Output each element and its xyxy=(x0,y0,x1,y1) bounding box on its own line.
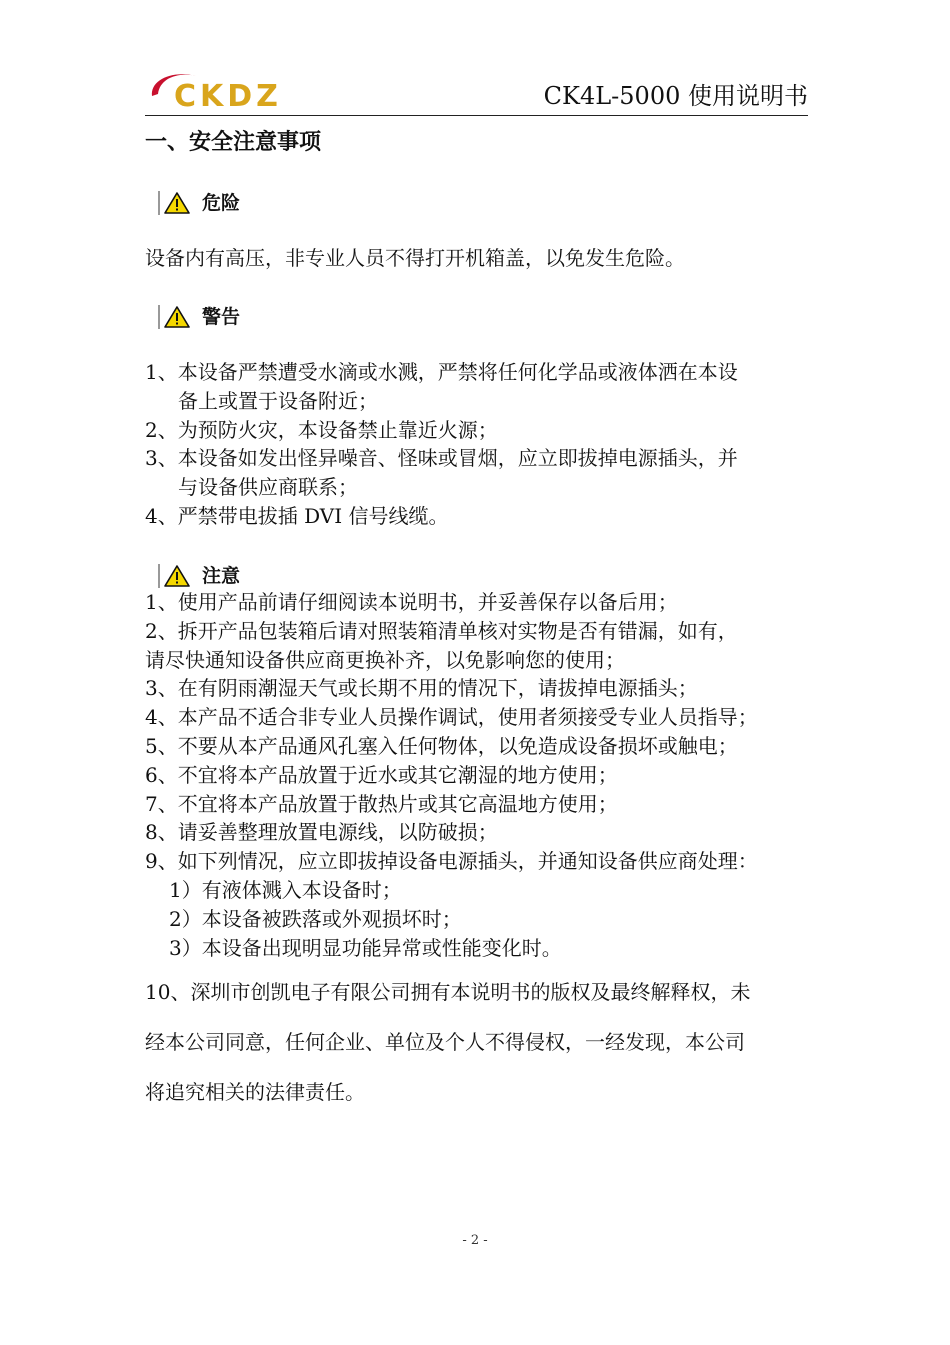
copyright-notice xyxy=(145,967,808,1117)
caution-label: 注意 xyxy=(202,565,241,587)
logo-text: CKDZ xyxy=(174,79,282,110)
list-item: 8、请妥善整理放置电源线，以防破损； xyxy=(145,820,498,845)
list-item: 1、本设备严禁遭受水滴或水溅，严禁将任何化学品或液体洒在本设 xyxy=(145,360,738,384)
section-title: 一、安全注意事项 xyxy=(145,130,322,155)
warning-triangle-icon xyxy=(164,565,190,587)
heading-bar xyxy=(158,305,160,329)
caution-list xyxy=(145,588,808,962)
list-item: 9、如下列情况，应立即拔掉设备电源插头，并通知设备供应商处理： xyxy=(145,849,758,874)
list-item: 2、拆开产品包装箱后请对照装箱清单核对实物是否有错漏，如有， xyxy=(145,618,738,643)
warning-triangle-icon xyxy=(164,192,190,214)
page-number: - 2 - xyxy=(462,1233,488,1248)
list-item: 6、不宜将本产品放置于近水或其它潮湿的地方使用； xyxy=(145,762,618,787)
warning-label: 警告 xyxy=(202,306,241,328)
list-item-continued: 备上或置于设备附近； xyxy=(178,388,378,413)
warning-list xyxy=(145,358,808,531)
copyright-line: 经本公司同意，任何企业、单位及个人不得侵权，一经发现，本公司 xyxy=(145,1030,745,1054)
list-item-continued: 请尽快通知设备供应商更换补齐，以免影响您的使用； xyxy=(145,647,625,672)
warning-heading xyxy=(158,302,240,332)
list-item: 3、本设备如发出怪异噪音、怪味或冒烟，应立即拔掉电源插头，并 xyxy=(145,446,738,471)
sub-list-item: 3）本设备出现明显功能异常或性能变化时。 xyxy=(169,935,562,960)
list-item: 1、使用产品前请仔细阅读本说明书，并妥善保存以备后用； xyxy=(145,590,678,614)
ckdz-logo-graphic xyxy=(144,68,296,110)
caution-heading xyxy=(158,561,240,591)
heading-bar xyxy=(158,191,160,215)
list-item: 7、不宜将本产品放置于散热片或其它高温地方使用； xyxy=(145,791,618,816)
sub-list-item: 2）本设备被跌落或外观损坏时； xyxy=(169,906,462,931)
danger-heading xyxy=(158,188,240,218)
list-item: 4、本产品不适合非专业人员操作调试，使用者须接受专业人员指导； xyxy=(145,705,758,730)
danger-label: 危险 xyxy=(202,192,241,214)
ckdz-logo xyxy=(144,68,296,110)
list-item: 4、严禁带电拔插 DVI 信号线缆。 xyxy=(145,503,449,528)
list-item-continued: 与设备供应商联系； xyxy=(178,475,358,500)
copyright-line: 将追究相关的法律责任。 xyxy=(145,1080,365,1104)
list-item: 2、为预防火灾，本设备禁止靠近火源； xyxy=(145,417,498,442)
list-item: 5、不要从本产品通风孔塞入任何物体，以免造成设备损坏或触电； xyxy=(145,733,738,758)
heading-bar xyxy=(158,564,160,588)
warning-triangle-icon xyxy=(164,306,190,328)
header-divider xyxy=(145,115,808,116)
header-title: CK4L-5000 使用说明书 xyxy=(543,82,808,110)
copyright-line: 10、深圳市创凯电子有限公司拥有本说明书的版权及最终解释权，未 xyxy=(145,980,751,1004)
sub-list-item: 1）有液体溅入本设备时； xyxy=(169,877,402,902)
list-item: 3、在有阴雨潮湿天气或长期不用的情况下，请拔掉电源插头； xyxy=(145,676,698,701)
danger-text: 设备内有高压，非专业人员不得打开机箱盖，以免发生危险。 xyxy=(145,246,685,270)
